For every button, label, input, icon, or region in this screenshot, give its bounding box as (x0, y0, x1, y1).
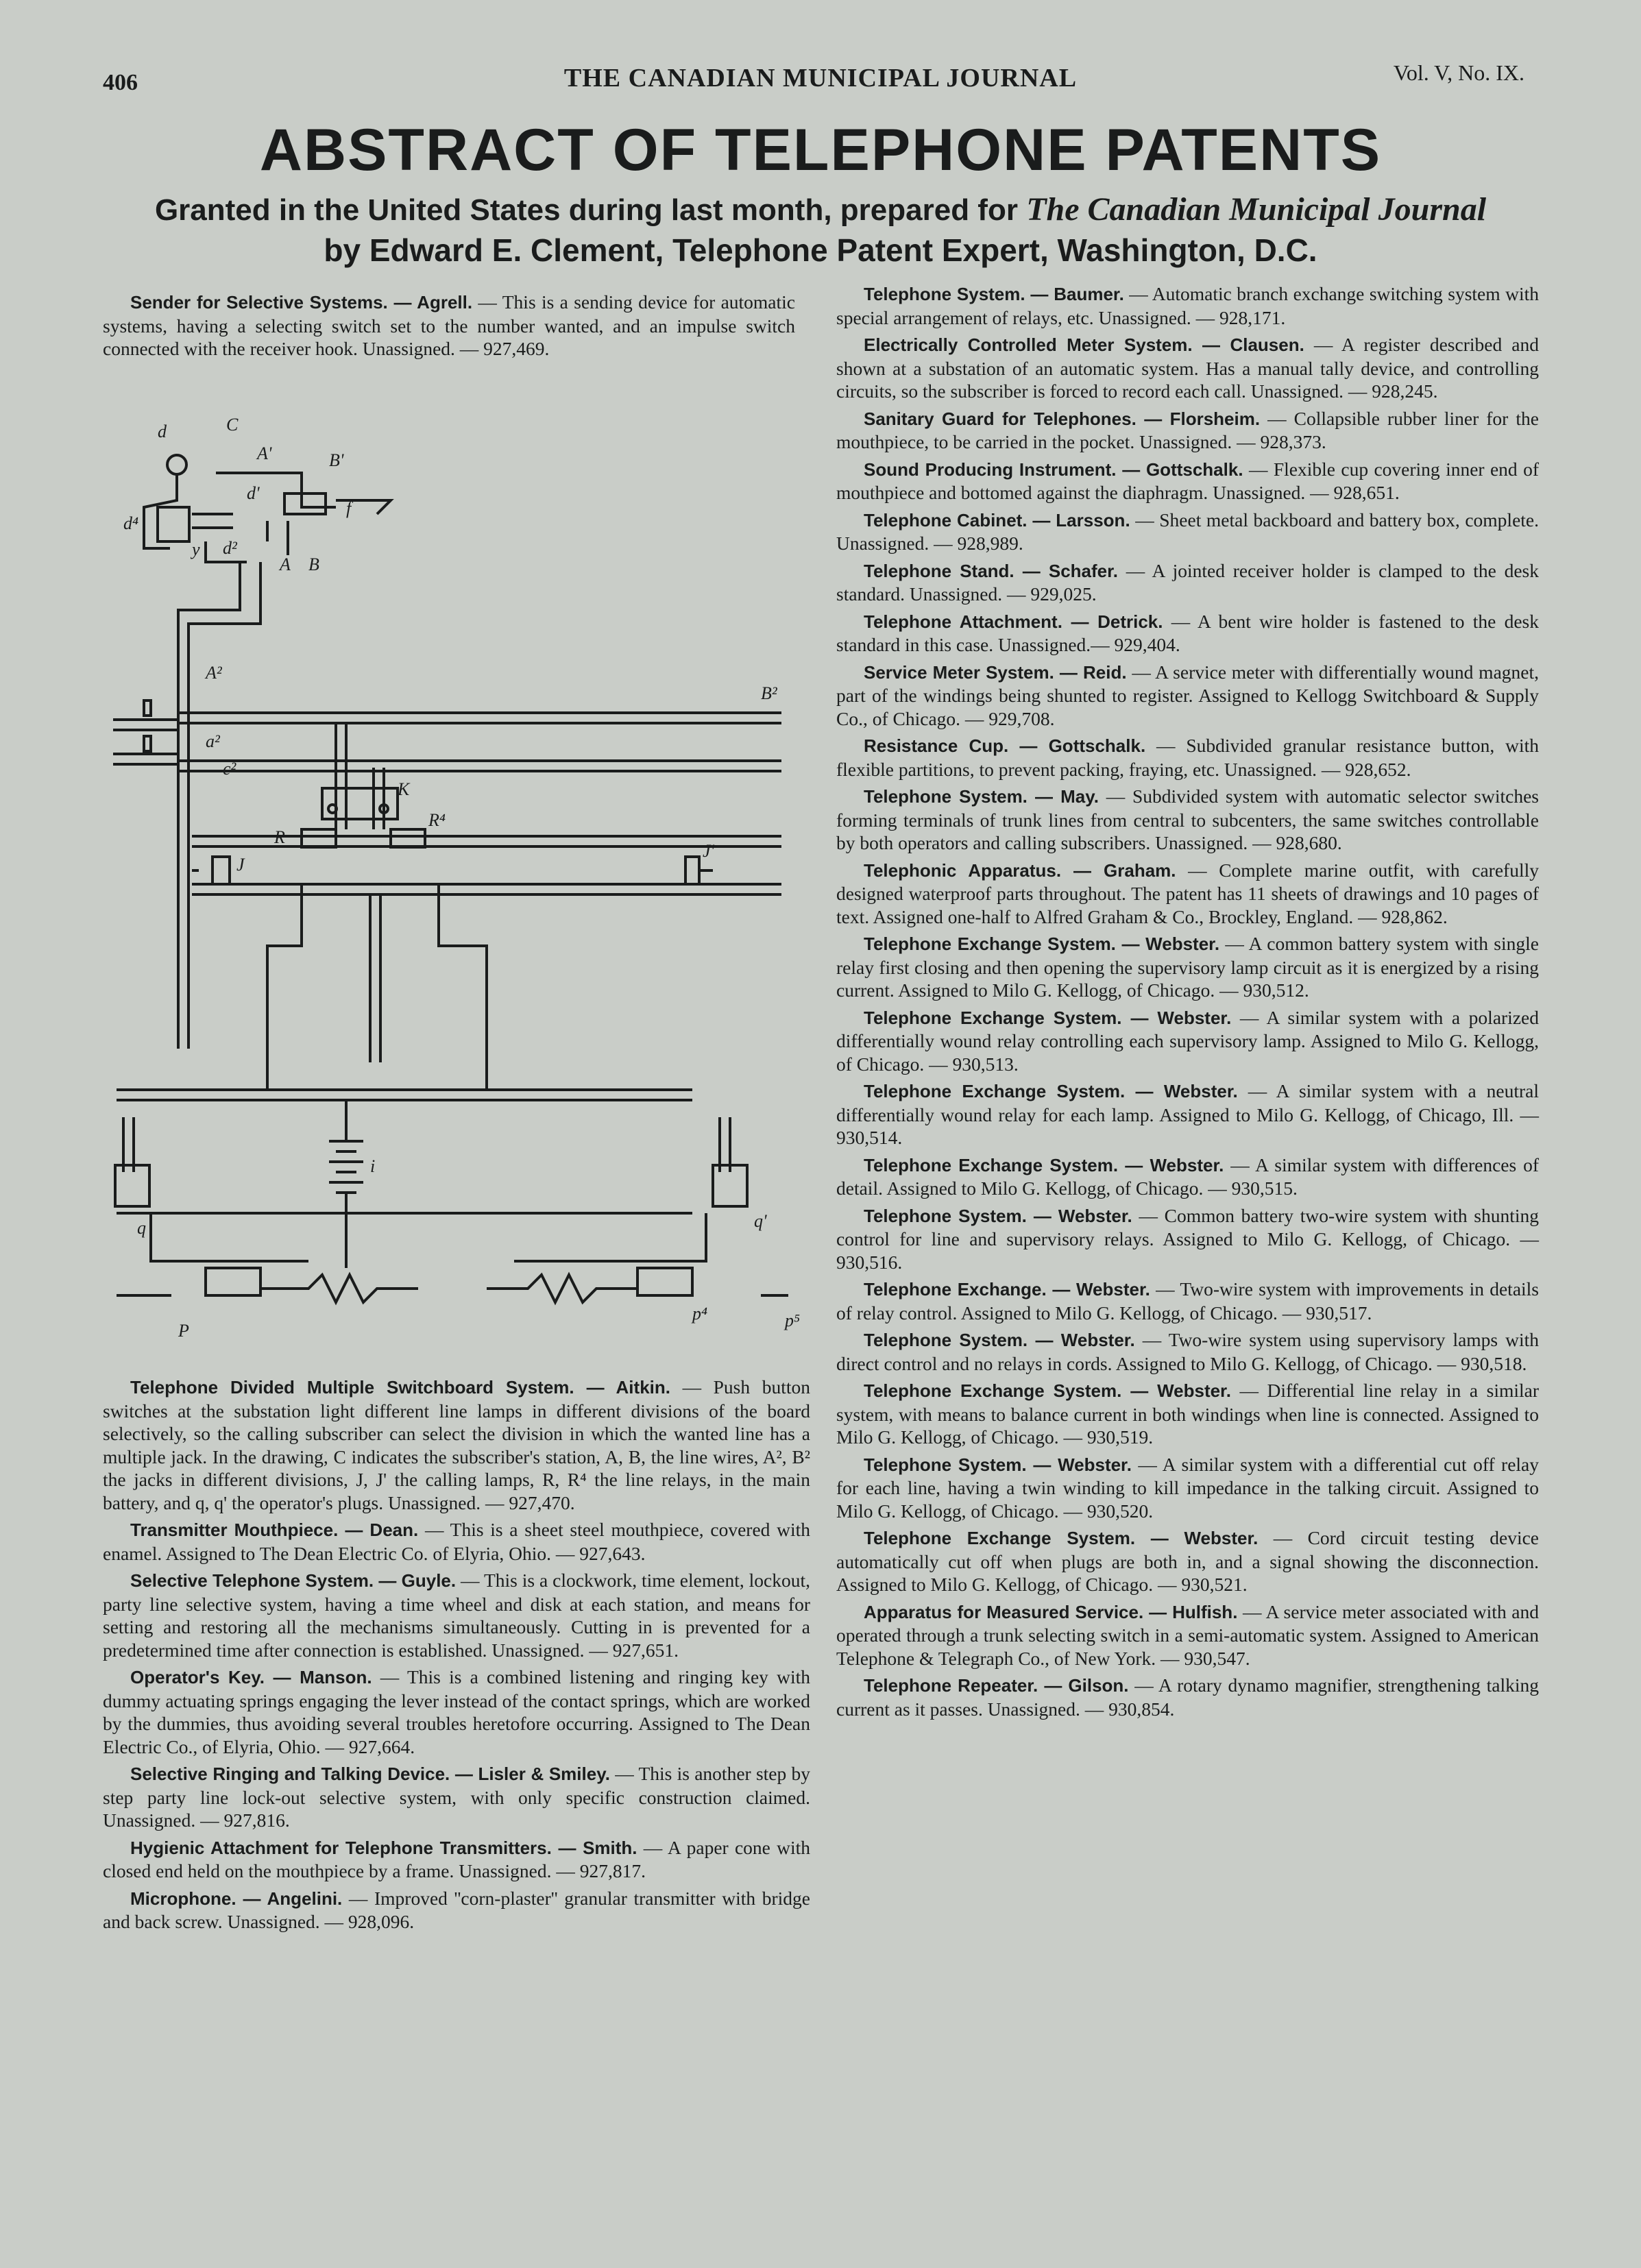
patent-entry (836, 1278, 1539, 1324)
patent-title: Telephone System. — May. (864, 786, 1099, 807)
label-J1: J' (703, 841, 715, 861)
label-y: y (192, 539, 200, 559)
label-q1: q' (754, 1211, 767, 1231)
patent-text: — This is a clockwork, time element, lockout, party line selective system, having a time wheel and disk at each station, and means for setting and restoring all the mechanisms simultaneously. Cutting in is prevented for a predetermined time after connection is established. Unassigned. — 927,651. (103, 1570, 811, 1661)
label-R: R (274, 827, 285, 847)
label-p4: p⁴ (692, 1304, 708, 1324)
patent-title: Telephone Stand. — Schafer. (864, 560, 1119, 581)
patent-text: — Common battery two-wire system with shunting control for line and supervisory relays. Assigned to Milo G. Kellogg, of Chicago. — 930,516. (836, 1204, 1540, 1273)
article-byline: by Edward E. Clement, Telephone Patent Expert, Washington, D.C. (324, 232, 1317, 268)
label-i: i (370, 1156, 376, 1176)
patent-title: Telephone Exchange System. — Webster. (864, 1528, 1259, 1548)
left-column-bottom (103, 1376, 810, 1938)
patent-text: — Subdivided granular resistance button, with flexible partitions, to prevent packing, fraying, etc. Unassigned. — 928,652. (836, 735, 1539, 780)
patent-text: — Cord circuit testing device automatically cut off when plugs are both in, and a signal showing the disconnection. Assigned to Milo G. Kellogg, of Chicago. — 930,521. (836, 1527, 1539, 1595)
label-c2: c² (223, 759, 236, 779)
patent-title: Hygienic Attachment for Telephone Transmitters. — Smith. (130, 1837, 637, 1858)
patent-entry (836, 1154, 1539, 1200)
patent-title: Telephone Exchange System. — Webster. (864, 934, 1220, 954)
patent-entry (103, 1887, 810, 1934)
patent-text: — A bent wire holder is fastened to the desk standard in this case. Unassigned.— 929,404. (836, 610, 1539, 655)
label-d: d (158, 422, 167, 441)
page-number: 406 (103, 70, 138, 95)
patent-title: Telephone System. — Webster. (864, 1205, 1132, 1226)
patent-title: Telephone Divided Multiple Switchboard System. — Aitkin. (130, 1377, 670, 1398)
patent-entry (103, 1762, 810, 1832)
label-p: P (178, 1321, 189, 1341)
volume-number: Vol. V, No. IX. (1393, 60, 1524, 85)
patent-title: Telephone Attachment. — Detrick. (864, 611, 1163, 632)
label-A2: A² (206, 663, 222, 683)
patent-title: Telephonic Apparatus. — Graham. (864, 859, 1176, 881)
patent-text: — This is a combined listening and ringing key with dummy actuating springs engaging the lever instead of the contact springs, which are worked by the dummies, thus avoiding several troubles heretofore occurring. Assigned to The Dean Electric Co., of Elyria, Ohio. — 927,664. (103, 1666, 810, 1757)
patent-entry (836, 407, 1539, 454)
patent-title: Telephone Exchange System. — Webster. (864, 1081, 1238, 1101)
patent-text: — A jointed receiver holder is clamped to the desk standard. Unassigned. — 929,025. (836, 559, 1539, 605)
patent-entry (836, 1204, 1539, 1274)
patent-title: Operator's Key. — Manson. (130, 1667, 372, 1687)
patent-entry (103, 1666, 810, 1758)
patent-entry (103, 1836, 810, 1883)
patent-title: Microphone. — Angelini. (130, 1888, 343, 1909)
patent-title: Sender for Selective Systems. — Agrell. (130, 292, 473, 313)
circuit-wiring (113, 455, 788, 1302)
label-d2: d² (223, 538, 237, 558)
patent-entry (836, 1379, 1539, 1449)
patent-text: — Subdivided system with automatic selector switches forming terminals of trunk lines from central to subcenters, the same switches controllable by both operators and calling subscribers. Unassigned. — 928,680. (836, 785, 1539, 853)
label-f: f (346, 498, 352, 518)
patent-entry (836, 282, 1539, 329)
patent-text: — Improved ''corn-plaster'' granular transmitter with bridge and back screw. Unassigned. — 928,096. (103, 1887, 810, 1932)
patent-title: Telephone Cabinet. — Larsson. (864, 509, 1130, 531)
label-p5: p⁵ (785, 1310, 801, 1330)
patent-entry (836, 932, 1539, 1002)
patent-title: Telephone Exchange. — Webster. (864, 1279, 1150, 1300)
patent-entry (836, 785, 1539, 855)
patent-text: — Complete marine outfit, with carefully designed waterproof parts throughout. The patent has 11 sheets of drawings and 10 pages of text. Assigned one-half to Alfred Graham & Co., Brockley, England. — 928,862. (836, 859, 1539, 927)
patent-title: Service Meter System. — Reid. (864, 661, 1127, 683)
patent-title: Telephone System. — Webster. (864, 1454, 1132, 1475)
label-R4: R⁴ (428, 810, 446, 830)
patent-title: Telephone System. — Webster. (864, 1330, 1135, 1350)
patent-text: — This is another step by step party line lock-out selective system, with only specific construction claimed. Unassigned. — 927,816. (103, 1763, 810, 1831)
article-title: ABSTRACT OF TELEPHONE PATENTS (259, 117, 1382, 183)
subtitle-journal-name: The Canadian Municipal Journal (1026, 191, 1487, 228)
running-header: THE CANADIAN MUNICIPAL JOURNAL (563, 64, 1078, 93)
patent-text: — A similar system with a neutral differentially wound relay for each lamp. Assigned to Milo G. Kellogg, of Chicago, Ill. — 930,514. (836, 1080, 1539, 1148)
patent-entry (836, 1006, 1539, 1076)
patent-title: Selective Telephone System. — Guyle. (130, 1570, 457, 1591)
left-column-top (103, 291, 795, 365)
patent-title: Sanitary Guard for Telephones. — Florsheim. (864, 408, 1261, 429)
label-a2: a² (206, 731, 220, 751)
patent-title: Resistance Cup. — Gottschalk. (864, 735, 1146, 756)
patent-text: — A register described and shown at a substation of an automatic system. Has a manual tally device, and controlling circuits, so the subscriber is forced to record each call. Unassigned. — 928,245. (836, 334, 1539, 402)
patent-text: — A service meter with differentially wound magnet, part of the windings being shunted to register. Assigned to Kellogg Switchboard & Supply Co., of Chicago. — 929,708. (836, 661, 1540, 729)
patent-text: — Two-wire system with improvements in details of relay control. Assigned to Milo G. Kellogg, of Chicago. — 930,517. (836, 1278, 1540, 1324)
patent-title: Telephone Repeater. — Gilson. (864, 1675, 1129, 1696)
patent-text: — Sheet metal backboard and battery box, complete. Unassigned. — 928,989. (836, 509, 1539, 554)
patent-entry (836, 1080, 1539, 1149)
patent-text: — A service meter associated with and operated through a trunk selecting switch in a semi-automatic system. Assigned to American Telephone & Telegraph Co., of New York. — 930,547. (836, 1600, 1539, 1669)
patent-entry (836, 559, 1539, 606)
patent-title: Selective Ringing and Talking Device. — Lisler & Smiley. (130, 1764, 610, 1784)
bell-symbol (167, 455, 186, 474)
label-q: q (137, 1218, 146, 1238)
patent-entry (836, 859, 1539, 929)
label-B: B (308, 554, 319, 574)
subtitle-prefix: Granted in the United States during last month, prepared for (154, 193, 1018, 227)
patent-entry (836, 1328, 1539, 1375)
patent-text: — A similar system with a differential cut off relay for each line, having a twin winding to kill impedance in the talking circuit. Assigned to Milo G. Kellogg, of Chicago. — 930,520. (836, 1453, 1539, 1522)
patent-entry (836, 333, 1539, 403)
patent-text: — Collapsible rubber liner for the mouthpiece, to be carried in the pocket. Unassigned. — 928,373. (836, 407, 1539, 452)
patent-entry (836, 734, 1539, 781)
patent-title: Telephone System. — Baumer. (864, 284, 1124, 304)
patent-entry (836, 661, 1539, 731)
patent-entry (103, 291, 795, 361)
patent-entry (836, 509, 1539, 555)
patent-entry (836, 458, 1539, 504)
patent-entry (836, 610, 1539, 657)
patent-text: — A similar system with differences of detail. Assigned to Milo G. Kellogg, of Chicago. — 930,515. (836, 1154, 1539, 1199)
patent-title: Electrically Controlled Meter System. — Clausen. (864, 334, 1304, 355)
patent-text: — A similar system with a polarized differentially wound relay controlling each supervisory lamp. Assigned to Milo G. Kellogg, of Chicago. — 930,513. (836, 1006, 1539, 1075)
patent-title: Sound Producing Instrument. — Gottschalk. (864, 459, 1243, 480)
patent-title: Transmitter Mouthpiece. — Dean. (130, 1520, 419, 1540)
circuit-diagram (103, 404, 802, 1364)
label-A: A (280, 554, 291, 574)
label-d1: d' (247, 483, 260, 503)
patent-title: Telephone Exchange System. — Webster. (864, 1154, 1224, 1175)
patent-entry (836, 1674, 1539, 1720)
label-J: J (236, 855, 245, 875)
article-subtitle (0, 191, 1641, 228)
patent-title: Apparatus for Measured Service. — Hulfish. (864, 1601, 1238, 1622)
label-d4: d⁴ (123, 513, 139, 533)
patent-text: — Push button switches at the substation light different line lamps in different divisions of the board selectively, so the calling subscriber can select the division in which the wanted line has a multiple jack. In the drawing, C indicates the subscriber's station, A, B, the line wires, A², B² the jacks in different divisions, J, J' the calling lamps, R, R⁴ the line relays, in the main battery, and q, q' the operator's plugs. Unassigned. — 927,470. (103, 1376, 810, 1513)
patent-entry (836, 1600, 1539, 1670)
patent-text: — Two-wire system using supervisory lamps with direct control and no relays in cords. Assigned to Milo G. Kellogg, of Chicago. — 930,518. (836, 1329, 1540, 1374)
patent-text: — A paper cone with closed end held on the mouthpiece by a frame. Unassigned. — 927,817. (103, 1836, 811, 1881)
patent-text: — Differential line relay in a similar system, with means to balance current in both windings when line is connected. Assigned to Milo G. Kellogg, of Chicago. — 930,519. (836, 1380, 1539, 1448)
right-column (836, 282, 1539, 1724)
label-K: K (398, 779, 410, 799)
patent-entry (103, 1518, 810, 1565)
label-A1: A' (257, 443, 272, 463)
patent-text: — This is a sheet steel mouthpiece, covered with enamel. Assigned to The Dean Electric Co. of Elyria, Ohio. — 927,643. (103, 1519, 811, 1564)
patent-entry (836, 1453, 1539, 1523)
label-C: C (226, 415, 239, 435)
patent-text: — Automatic branch exchange switching system with special arrangement of relays, etc. Unassigned. — 928,171. (836, 283, 1539, 328)
patent-entry (103, 1569, 810, 1661)
label-B2: B² (761, 683, 777, 703)
patent-entry (836, 1526, 1539, 1596)
patent-text: — Flexible cup covering inner end of mouthpiece and bottomed against the diaphragm. Unassigned. — 928,651. (836, 458, 1539, 503)
patent-entry (103, 1376, 810, 1514)
patent-text: — A rotary dynamo magnifier, strengthening talking current as it passes. Unassigned. — 930,854. (836, 1674, 1540, 1720)
patent-title: Telephone Exchange System. — Webster. (864, 1380, 1231, 1401)
patent-title: Telephone Exchange System. — Webster. (864, 1007, 1232, 1028)
patent-text: — This is a sending device for automatic systems, having a selecting switch set to the number wanted, and an impulse switch connected with the receiver hook. Unassigned. — 927,469. (103, 291, 795, 359)
label-B1: B' (329, 450, 344, 470)
patent-text: — A common battery system with single relay first closing and then opening the supervisory lamp circuit as it is energized by a rising current. Assigned to Milo G. Kellogg, of Chicago. — 930,512. (836, 933, 1539, 1001)
